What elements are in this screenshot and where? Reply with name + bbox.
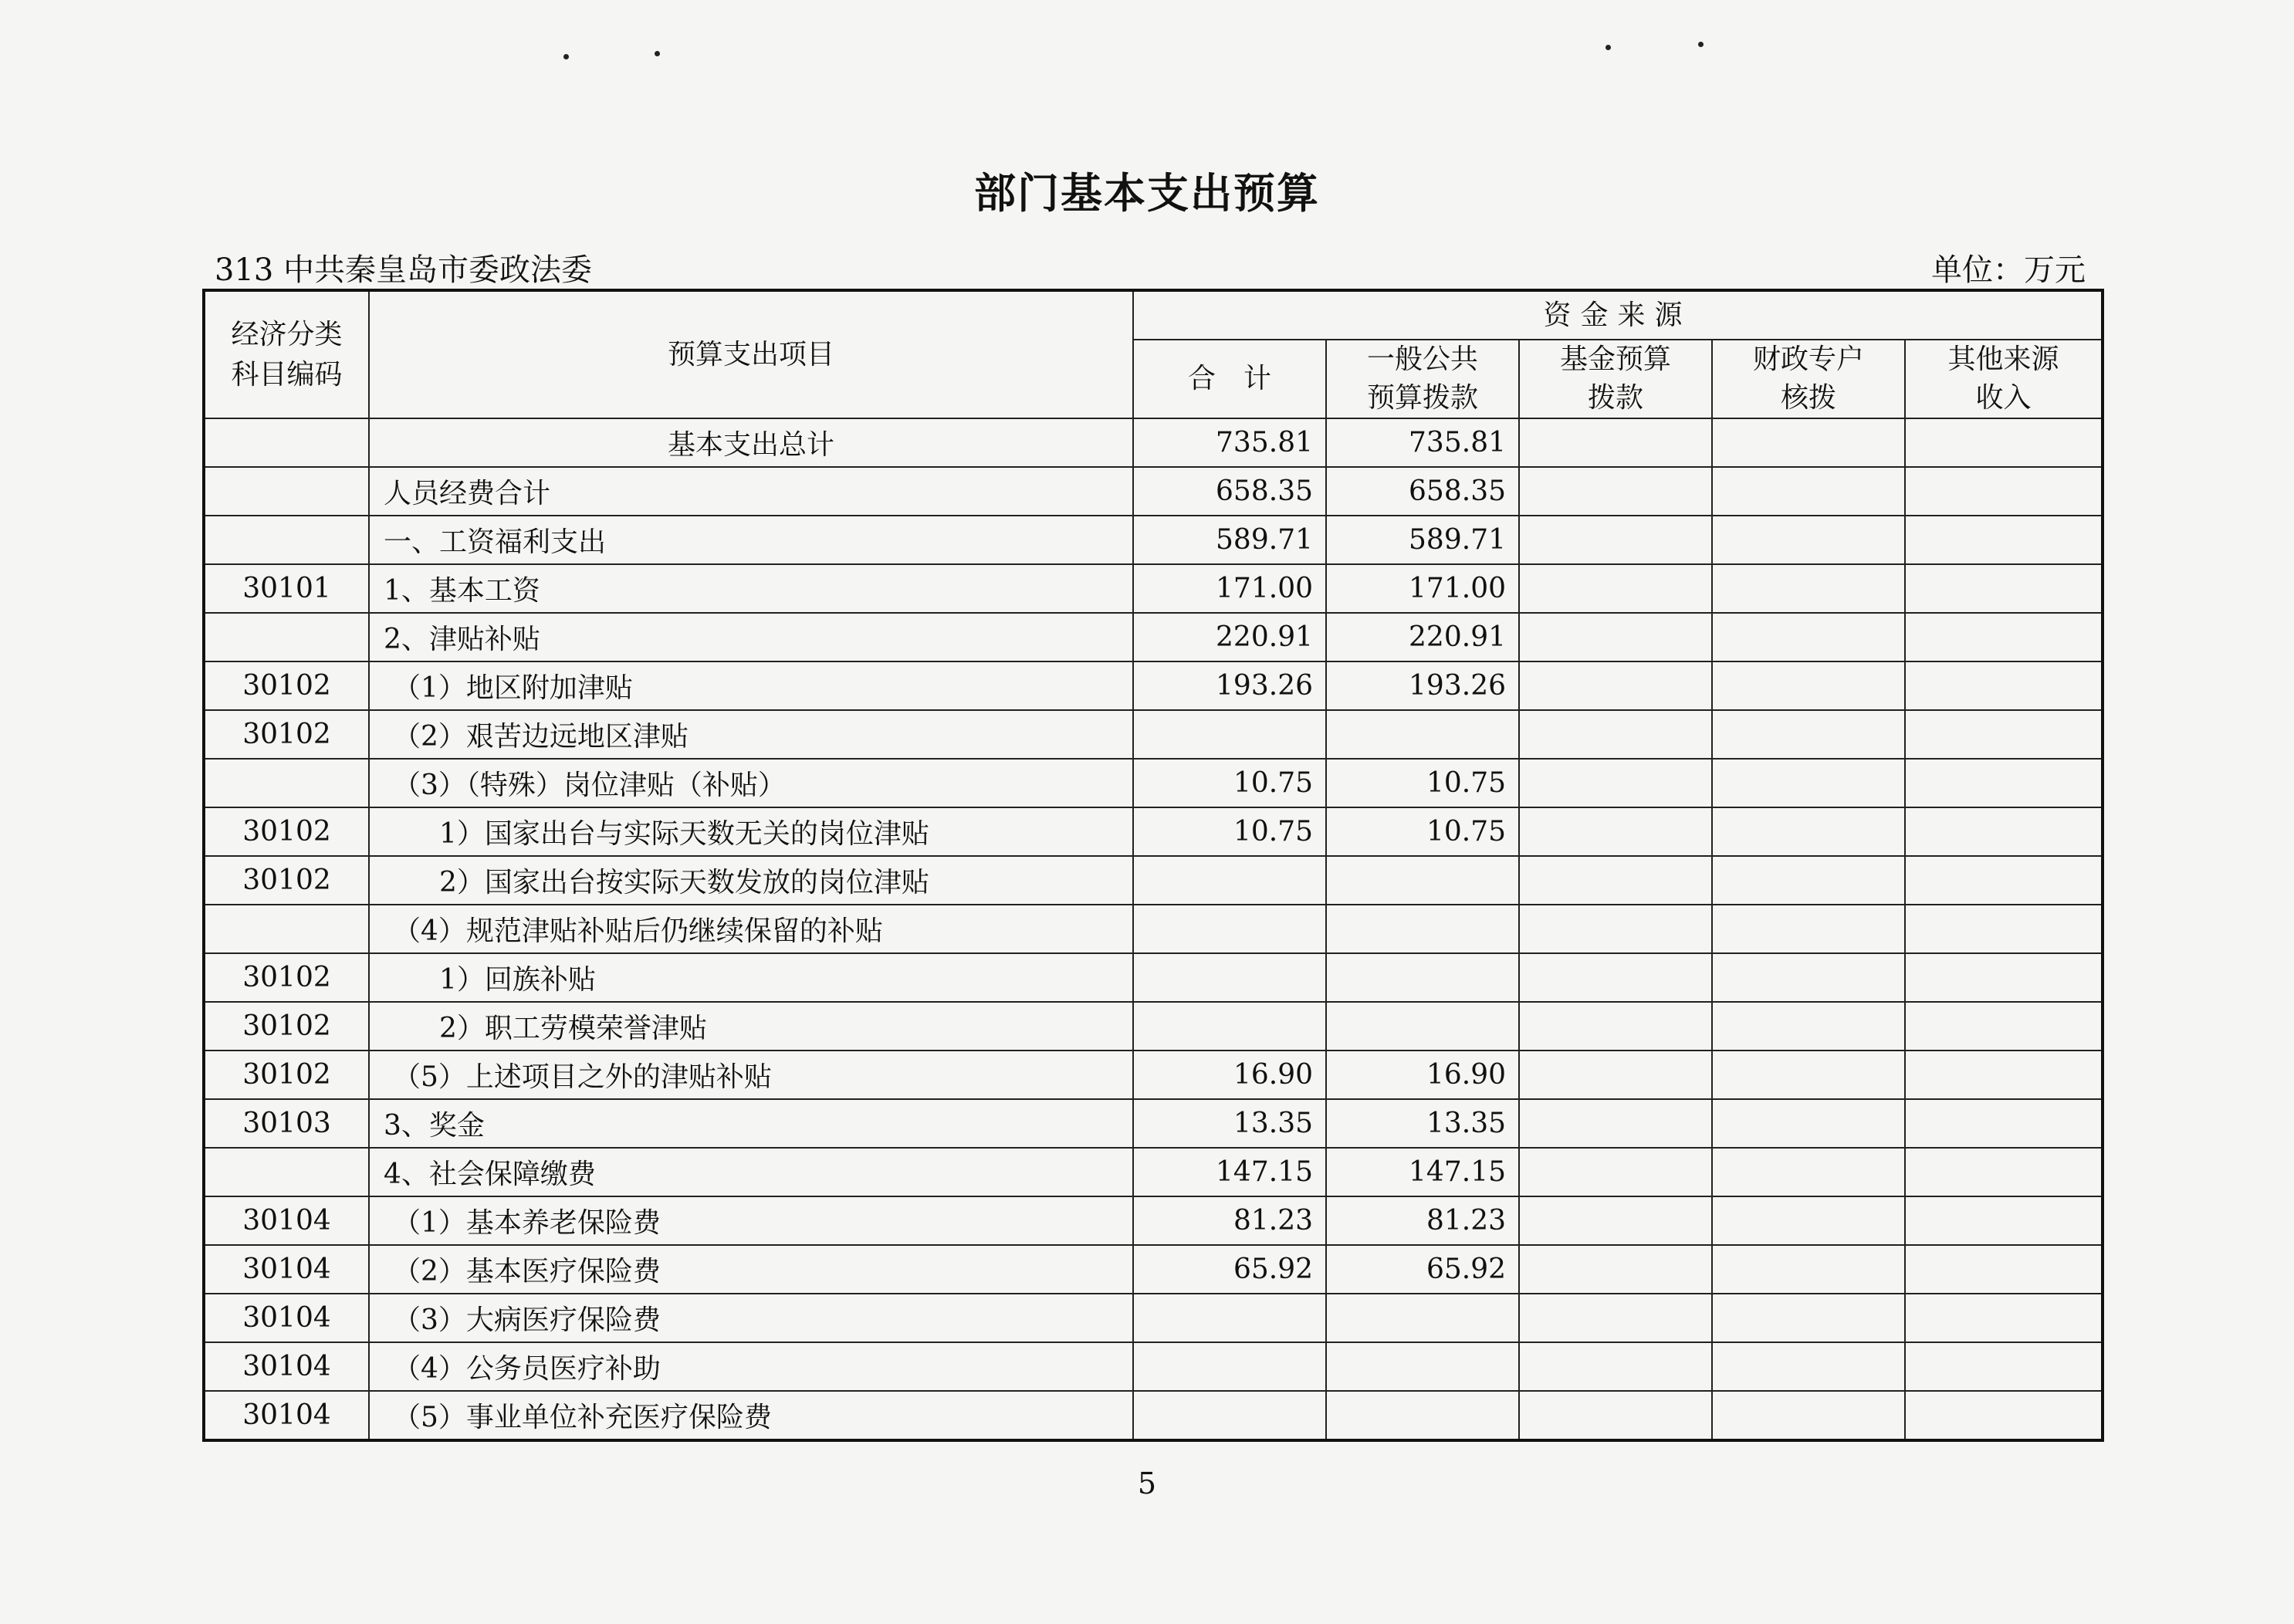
- row-general: 81.23: [1326, 1196, 1519, 1245]
- row-other: [1905, 710, 2103, 759]
- row-other: [1905, 467, 2103, 516]
- scan-mark: [1605, 45, 1611, 50]
- header-funding-source: 资金来源: [1133, 290, 2103, 340]
- row-total: 16.90: [1133, 1051, 1326, 1099]
- row-item: 1、基本工资: [369, 564, 1133, 613]
- row-special: [1712, 467, 1905, 516]
- row-item: （2）基本医疗保险费: [369, 1245, 1133, 1294]
- row-fund: [1519, 1196, 1712, 1245]
- row-code: [204, 516, 369, 564]
- unit-label: 单位：万元: [1931, 252, 2086, 288]
- row-general: [1326, 1002, 1519, 1051]
- row-general: [1326, 856, 1519, 905]
- row-total: [1133, 905, 1326, 953]
- row-fund: [1519, 1245, 1712, 1294]
- row-item: （3）大病医疗保险费: [369, 1294, 1133, 1342]
- row-other: [1905, 807, 2103, 856]
- row-other: [1905, 1245, 2103, 1294]
- table-row: [204, 759, 2103, 807]
- table-row: [204, 1391, 2103, 1440]
- row-special: [1712, 759, 1905, 807]
- header-special: 财政专户 核拨: [1712, 340, 1905, 418]
- row-other: [1905, 661, 2103, 710]
- row-fund: [1519, 1002, 1712, 1051]
- budget-table: [202, 289, 2104, 1442]
- row-special: [1712, 1342, 1905, 1391]
- header-item: 预算支出项目: [369, 290, 1133, 418]
- row-code: 30102: [204, 856, 369, 905]
- table-row: [204, 953, 2103, 1002]
- organization-label: 313 中共秦皇岛市委政法委: [215, 252, 593, 288]
- row-special: [1712, 1002, 1905, 1051]
- row-code: [204, 905, 369, 953]
- row-other: [1905, 1391, 2103, 1440]
- row-item: 2、津贴补贴: [369, 613, 1133, 661]
- row-general: [1326, 953, 1519, 1002]
- row-fund: [1519, 953, 1712, 1002]
- table-row: [204, 905, 2103, 953]
- row-other: [1905, 564, 2103, 613]
- row-general: [1326, 710, 1519, 759]
- row-total: [1133, 953, 1326, 1002]
- row-fund: [1519, 905, 1712, 953]
- row-other: [1905, 953, 2103, 1002]
- row-general: 10.75: [1326, 759, 1519, 807]
- row-special: [1712, 856, 1905, 905]
- table-row: [204, 613, 2103, 661]
- row-fund: [1519, 1051, 1712, 1099]
- row-fund: [1519, 467, 1712, 516]
- row-total: [1133, 1294, 1326, 1342]
- row-fund: [1519, 661, 1712, 710]
- row-code: 30103: [204, 1099, 369, 1148]
- row-other: [1905, 1002, 2103, 1051]
- row-special: [1712, 1099, 1905, 1148]
- row-code: 30104: [204, 1196, 369, 1245]
- row-fund: [1519, 856, 1712, 905]
- row-item: 2）国家出台按实际天数发放的岗位津贴: [369, 856, 1133, 905]
- header-other: 其他来源 收入: [1905, 340, 2103, 418]
- table-row: [204, 1148, 2103, 1196]
- row-total: 65.92: [1133, 1245, 1326, 1294]
- scan-mark: [563, 54, 569, 59]
- row-item: （5）上述项目之外的津贴补贴: [369, 1051, 1133, 1099]
- row-special: [1712, 807, 1905, 856]
- row-total: [1133, 856, 1326, 905]
- row-total: [1133, 710, 1326, 759]
- row-general: 171.00: [1326, 564, 1519, 613]
- row-total: 658.35: [1133, 467, 1326, 516]
- row-general: [1326, 905, 1519, 953]
- table-row: [204, 710, 2103, 759]
- row-code: 30102: [204, 661, 369, 710]
- row-code: 30104: [204, 1245, 369, 1294]
- row-fund: [1519, 1148, 1712, 1196]
- row-total: 171.00: [1133, 564, 1326, 613]
- row-general: 589.71: [1326, 516, 1519, 564]
- row-special: [1712, 905, 1905, 953]
- row-code: [204, 467, 369, 516]
- row-fund: [1519, 564, 1712, 613]
- row-special: [1712, 953, 1905, 1002]
- row-fund: [1519, 1342, 1712, 1391]
- row-other: [1905, 1294, 2103, 1342]
- row-fund: [1519, 1099, 1712, 1148]
- row-fund: [1519, 1294, 1712, 1342]
- row-total: [1133, 1342, 1326, 1391]
- row-fund: [1519, 1391, 1712, 1440]
- row-general: 735.81: [1326, 418, 1519, 467]
- row-code: 30102: [204, 953, 369, 1002]
- row-code: 30101: [204, 564, 369, 613]
- row-code: 30104: [204, 1342, 369, 1391]
- row-item: 1）国家出台与实际天数无关的岗位津贴: [369, 807, 1133, 856]
- row-special: [1712, 1391, 1905, 1440]
- row-general: 193.26: [1326, 661, 1519, 710]
- header-general: 一般公共 预算拨款: [1326, 340, 1519, 418]
- row-total: 735.81: [1133, 418, 1326, 467]
- row-total: 220.91: [1133, 613, 1326, 661]
- row-item: （3）（特殊）岗位津贴（补贴）: [369, 759, 1133, 807]
- row-code: [204, 613, 369, 661]
- scan-mark: [655, 51, 660, 56]
- row-item: 2）职工劳模荣誉津贴: [369, 1002, 1133, 1051]
- row-fund: [1519, 807, 1712, 856]
- row-general: 13.35: [1326, 1099, 1519, 1148]
- row-general: 16.90: [1326, 1051, 1519, 1099]
- row-general: [1326, 1342, 1519, 1391]
- row-fund: [1519, 418, 1712, 467]
- row-item: 3、奖金: [369, 1099, 1133, 1148]
- row-total: 10.75: [1133, 807, 1326, 856]
- row-special: [1712, 1148, 1905, 1196]
- table-row: [204, 856, 2103, 905]
- row-code: [204, 759, 369, 807]
- row-item: 人员经费合计: [369, 467, 1133, 516]
- row-code: [204, 1148, 369, 1196]
- row-general: 658.35: [1326, 467, 1519, 516]
- row-general: [1326, 1391, 1519, 1440]
- row-other: [1905, 759, 2103, 807]
- row-special: [1712, 1196, 1905, 1245]
- row-item: （4）规范津贴补贴后仍继续保留的补贴: [369, 905, 1133, 953]
- page-title: 部门基本支出预算: [974, 168, 1320, 218]
- row-code: 30104: [204, 1391, 369, 1440]
- row-total: [1133, 1391, 1326, 1440]
- row-fund: [1519, 516, 1712, 564]
- row-total: 589.71: [1133, 516, 1326, 564]
- row-code: 30102: [204, 710, 369, 759]
- row-item: （1）基本养老保险费: [369, 1196, 1133, 1245]
- row-fund: [1519, 759, 1712, 807]
- header-total: 合 计: [1133, 340, 1326, 418]
- row-other: [1905, 1196, 2103, 1245]
- page-number: 5: [1137, 1467, 1157, 1501]
- row-special: [1712, 1051, 1905, 1099]
- row-general: 10.75: [1326, 807, 1519, 856]
- row-total: 147.15: [1133, 1148, 1326, 1196]
- row-total: 13.35: [1133, 1099, 1326, 1148]
- row-item: 4、社会保障缴费: [369, 1148, 1133, 1196]
- row-special: [1712, 661, 1905, 710]
- row-code: [204, 418, 369, 467]
- header-code: 经济分类 科目编码: [204, 290, 369, 418]
- table-row: [204, 564, 2103, 613]
- header-fund: 基金预算 拨款: [1519, 340, 1712, 418]
- row-item: 1）回族补贴: [369, 953, 1133, 1002]
- row-general: 147.15: [1326, 1148, 1519, 1196]
- row-other: [1905, 856, 2103, 905]
- table-row: [204, 807, 2103, 856]
- row-special: [1712, 418, 1905, 467]
- row-other: [1905, 1148, 2103, 1196]
- table-row: [204, 1196, 2103, 1245]
- row-fund: [1519, 710, 1712, 759]
- row-item: （2）艰苦边远地区津贴: [369, 710, 1133, 759]
- scan-mark: [1698, 42, 1704, 47]
- row-special: [1712, 613, 1905, 661]
- row-special: [1712, 1294, 1905, 1342]
- row-item: （1）地区附加津贴: [369, 661, 1133, 710]
- row-other: [1905, 1342, 2103, 1391]
- row-other: [1905, 613, 2103, 661]
- row-general: 220.91: [1326, 613, 1519, 661]
- row-code: 30102: [204, 1002, 369, 1051]
- table-row: [204, 1342, 2103, 1391]
- row-special: [1712, 516, 1905, 564]
- row-item: （5）事业单位补充医疗保险费: [369, 1391, 1133, 1440]
- row-other: [1905, 1051, 2103, 1099]
- row-total: 10.75: [1133, 759, 1326, 807]
- row-code: 30102: [204, 1051, 369, 1099]
- table-row: [204, 467, 2103, 516]
- table-row: [204, 516, 2103, 564]
- row-total: 81.23: [1133, 1196, 1326, 1245]
- table-row: [204, 418, 2103, 467]
- row-item: 一、工资福利支出: [369, 516, 1133, 564]
- row-fund: [1519, 613, 1712, 661]
- row-total: [1133, 1002, 1326, 1051]
- table-row: [204, 1099, 2103, 1148]
- row-other: [1905, 418, 2103, 467]
- row-item: （4）公务员医疗补助: [369, 1342, 1133, 1391]
- row-other: [1905, 905, 2103, 953]
- table-row: [204, 1051, 2103, 1099]
- row-other: [1905, 1099, 2103, 1148]
- table-row: [204, 1245, 2103, 1294]
- row-special: [1712, 564, 1905, 613]
- table-row: [204, 1294, 2103, 1342]
- row-general: 65.92: [1326, 1245, 1519, 1294]
- row-total: 193.26: [1133, 661, 1326, 710]
- row-special: [1712, 1245, 1905, 1294]
- table-row: [204, 661, 2103, 710]
- row-code: 30104: [204, 1294, 369, 1342]
- row-general: [1326, 1294, 1519, 1342]
- row-other: [1905, 516, 2103, 564]
- row-code: 30102: [204, 807, 369, 856]
- row-special: [1712, 710, 1905, 759]
- row-item: 基本支出总计: [369, 418, 1133, 467]
- table-row: [204, 1002, 2103, 1051]
